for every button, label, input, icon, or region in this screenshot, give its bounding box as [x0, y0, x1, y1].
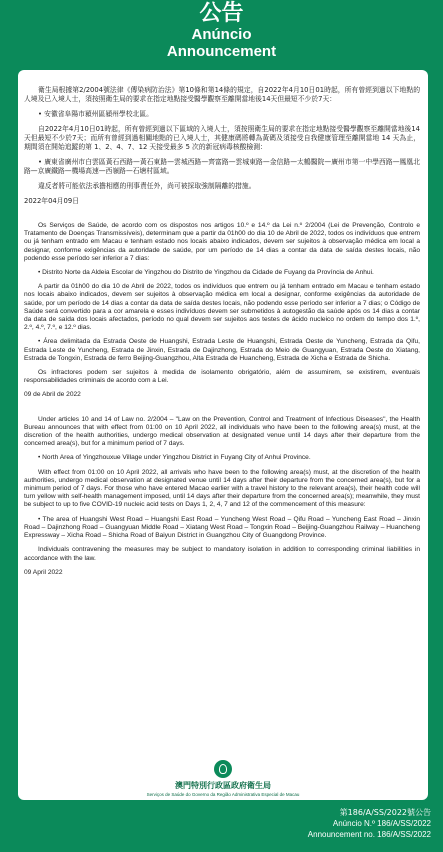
- en-date: 09 April 2022: [24, 568, 63, 576]
- pt-paragraph-1: Os Serviços de Saúde, de acordo com os dispostos nos artigos 10.º e 14.º da Lei n.º 2/2004 (Lei de Prevenção, Controlo e Tratamento de Doenças Transmissíveis), determinam que a partir da 01h00 do dia 10 de Abril de 2022, todos os indivíduos que entrem ou já tenham entrado em Macau e tenham estado nos locais abaixo indicados, devem ser sujeitos à observação médica em local a designar, conforme exigências da autoridade de saúde, por um período de 14 dias a contar da data de saída destes locais, não podendo esse período ser inferior a 7 dias:: [24, 222, 420, 262]
- zh-paragraph-1: 衛生局根據第2/2004號法律《傳染病防治法》第10條和第14條的規定，自2022年4月10日01時起，所有曾經到過以下地點的人境及已入境人士，須按照衛生局的要求在指定地點接受醫學觀察至離開當地後14天但最短不少於7天：: [24, 86, 420, 103]
- en-paragraph-2: With effect from 01:00 on 10 April 2022, all arrivals who have been to the following area(s) must, at the discretion of the health authorities, undergo medical observation at designated venue until 14 days after their departure from the concerned area(s), but for a minimum period of 7 days. For those who have entered Macao earlier with a travel history to the relevant area(s), their health code will turn yellow with self-health management imposed, until 14 days after their departure from the concerned area(s); meanwhile, they must be subject to up to five COVID-19 nucleic acid tests on Days 1, 2, 4, 7 and 12 of the commencement of this measure:: [24, 468, 420, 509]
- zh-date: 2022年04月09日: [24, 197, 79, 205]
- reference-english: Announcement no. 186/A/SS/2022: [307, 830, 431, 839]
- pt-paragraph-3: Os infractores podem ser sujeitos à medida de isolamento obrigatório, além de assumirem, se existirem, eventuais responsabilidades criminais de acordo com a Lei.: [24, 369, 420, 385]
- en-paragraph-1: Under articles 10 and 14 of Law no. 2/2004 – "Law on the Prevention, Control and Treatment of Infectious Diseases", the Health Bureau announces that with effect from 01:00 on 10 April 2022, all individuals who have been to the following area(s) must, at the discretion of the health authorities, undergo medical observation at designated venue until 14 days after their departure from the concerned area(s), but for a minimum period of 7 days.: [24, 415, 420, 448]
- title-portuguese: Anúncio: [191, 26, 252, 43]
- zh-bullet-2: • 廣東省廣州市白雲區黃石西路—黃石東路—雲城西路—齊富路—雲城東路—金信路—太鶴醫院—廣州市第一中學西路—鳳凰北路—京廣鐵路—機場高速—西嶺路—石塘村區域。: [24, 158, 420, 175]
- reference-chinese: 第186/A/SS/2022號公告: [339, 808, 431, 817]
- zh-paragraph-3: 違反者將可能依法承擔相應的刑事責任外，尚可被採取強制隔離的措施。: [38, 182, 256, 190]
- section-spacer: [24, 212, 420, 222]
- pt-bullet-2: • Área delimitada da Estrada Oeste de Huangshi, Estrada Leste de Huangshi, Estrada Oeste de Yuncheng, Estrada da Qifu, Estrada Leste de Yuncheng, Estrada de Jinxin, Estrada de Dajinzhong, Estrada do Meio de Guangyuan, Estrada Oeste do Xiatang, Estrada de Tongxin, Estrada de ferro Beijing-Guangzhou, Alta Estrada de Huancheng, Estrada de Xicha e Estrada de Shicha.: [24, 338, 420, 362]
- reference-portuguese: Anúncio N.º 186/A/SS/2022: [332, 819, 431, 828]
- health-bureau-logo: [18, 760, 428, 797]
- title-chinese: 公告: [199, 1, 244, 26]
- en-paragraph-3: Individuals contravening the measures may be subject to mandatory isolation in addition to corresponding criminal liabilities in accordance with the law.: [24, 546, 420, 562]
- pt-date: 09 de Abril de 2022: [24, 391, 81, 399]
- title-english: Announcement: [166, 43, 277, 60]
- zh-paragraph-2: 自2022年4月10日01時起，所有曾經到過以下區域的入境人士，須按照衛生局的要求在指定地點接受醫學觀察至離開當地後14天但最短不少於7天；而所有曾經到過相關地點的已入境人士，其健康碼將轉為黃碼及須接受自我健康管理至離開當地 14 天為止，期間須在開始追蹤的第 1、2、4、7、12 天接受最多 5 次的新冠病毒核酸檢測：: [24, 125, 420, 151]
- health-bureau-emblem-icon: [214, 760, 232, 778]
- pt-bullet-1: • Distrito Norte da Aldeia Escolar de Yingzhou do Distrito de Yingzhou da Cidade de Fuyang da Província de Anhui.: [38, 269, 374, 277]
- announcement-reference: [308, 807, 431, 840]
- announcement-card: [18, 70, 428, 800]
- announcement-body: [24, 86, 420, 583]
- pt-paragraph-2: A partir da 01h00 do dia 10 de Abril de 2022, todos os indivíduos que entrem ou já tenham entrado em Macau e tenham estado nos locais abaixo indicados, devem ser sujeitos à observação médica em local a designar, conforme exigências da autoridade de saúde, por um período de 14 dias a contar da data de saída destes locais, não podendo esse período ser inferior a 7 dias; o Código de Saúde será convertido para a cor amarela e esses indivíduos devem ser submetidos à autogestão da saúde após os 14 dias a contar da data de saída dos locais afectados, período no qual devem ser sujeitos aos testes de ácido nucleico no ordem do tempo dos 1.º, 2.º, 4.º, 7.º, e 12.º dias.: [24, 283, 420, 332]
- en-bullet-1: • North Area of Yingzhouxue Village under Yingzhou District in Fuyang City of Anhui Province.: [38, 454, 311, 462]
- logo-text-chinese: 澳門特別行政區政府衛生局: [175, 781, 271, 790]
- logo-text-portuguese: Serviços de Saúde do Governo da Região Administrativa Especial de Macau: [146, 792, 300, 797]
- en-bullet-2: • The area of Huangshi West Road – Huangshi East Road – Yuncheng West Road – Qifu Road – Yuncheng East Road – Jinxin Road – Dajinzhong Road – Guangyuan Middle Road – Xiatang West Road – Tongxin Road – Beijing-Guangzhou Railway – Huancheng Expressway – Xicha Road – Shicha Road of Baiyun District in Guangzhou City of Guangdong Province.: [24, 515, 420, 540]
- section-spacer: [24, 406, 420, 416]
- announcement-header: [0, 0, 443, 68]
- zh-bullet-1: • 安徽省阜陽市潁州區潁州學校北區。: [38, 110, 153, 118]
